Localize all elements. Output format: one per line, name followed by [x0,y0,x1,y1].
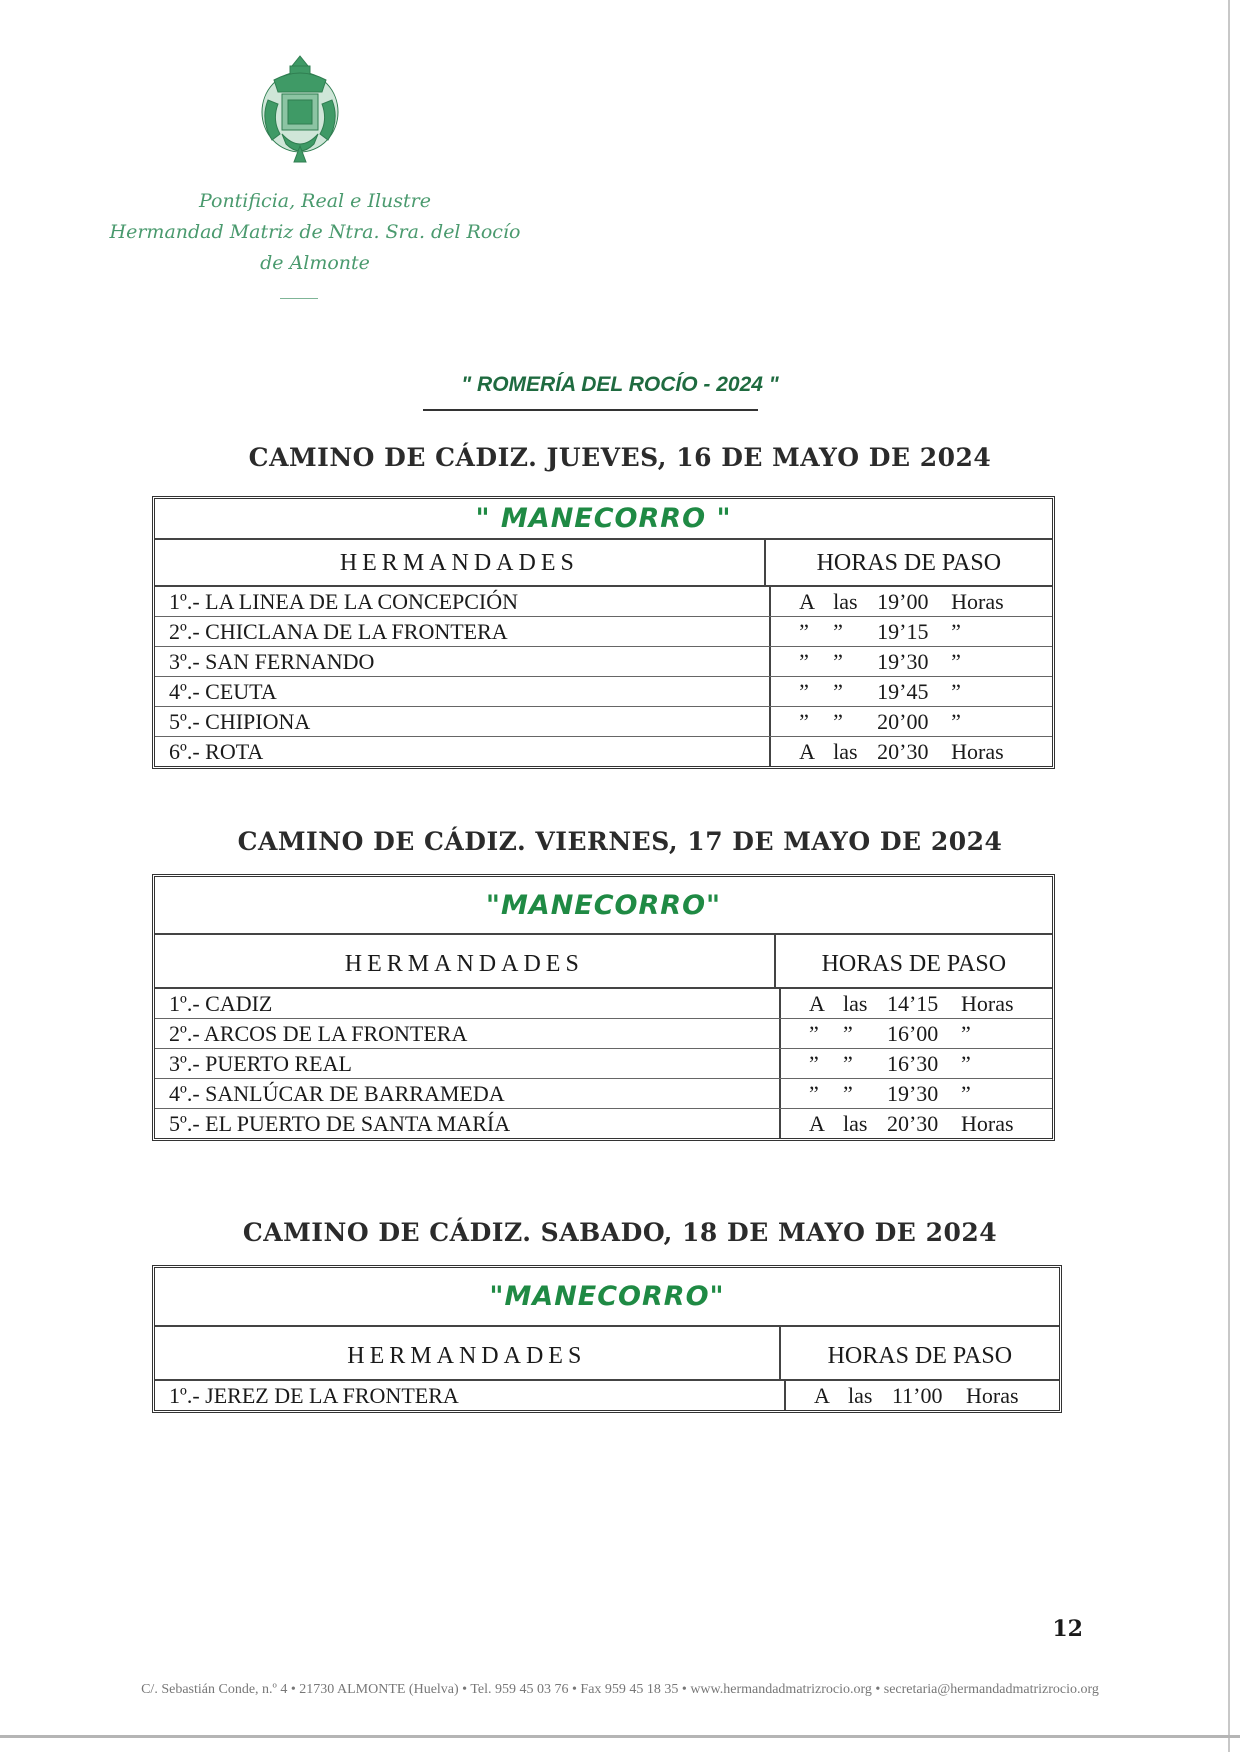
col-horas: HORAS DE PASO [774,935,1052,987]
table-header [155,540,1052,587]
table-body [155,1381,1059,1410]
page-edge-right [1228,0,1230,1752]
hora-paso: ” ” 19’30 ” [779,1079,1052,1108]
coat-of-arms-icon [254,50,346,170]
place-title: "MANECORRO" [155,1268,1059,1327]
day-title-3: CAMINO DE CÁDIZ. SABADO, 18 DE MAYO DE 2024 [242,1218,998,1247]
hermandad-name: 4º.- CEUTA [169,679,277,704]
hora-paso: A las 20’30 Horas [779,1109,1052,1138]
day-title-2: CAMINO DE CÁDIZ. VIERNES, 17 DE MAYO DE 2024 [237,827,1003,856]
hermandad-name: 1º.- CADIZ [169,991,273,1016]
heading-underline [423,409,758,411]
hermandad-name: 3º.- PUERTO REAL [169,1051,352,1076]
hora-paso: A las 20’30 Horas [769,737,1052,766]
table-header [155,1327,1059,1381]
letterhead-rule [280,298,318,299]
hora-paso: ” ” 16’30 ” [779,1049,1052,1078]
col-hermandades: HERMANDADES [339,550,579,576]
table-body [155,989,1052,1138]
table-row [155,1078,1052,1108]
table-body [155,587,1052,766]
schedule-table-1 [152,496,1055,769]
day-title-1: CAMINO DE CÁDIZ. JUEVES, 16 DE MAYO DE 2024 [248,443,992,472]
hora-paso: ” ” 16’00 ” [779,1019,1052,1048]
col-horas: HORAS DE PASO [764,540,1052,585]
hermandad-name: 4º.- SANLÚCAR DE BARRAMEDA [169,1081,505,1106]
table-row [155,1381,1059,1410]
hermandad-name: 5º.- CHIPIONA [169,709,311,734]
hora-paso: A las 14’15 Horas [779,989,1052,1018]
hermandad-name: 6º.- ROTA [169,739,264,764]
table-row [155,1108,1052,1138]
table-row [155,736,1052,766]
document-heading: " ROMERÍA DEL ROCÍO - 2024 " [461,373,779,396]
hora-paso: ” ” 20’00 ” [769,707,1052,736]
hora-paso: A las 19’00 Horas [769,587,1052,616]
hermandad-name: 1º.- JEREZ DE LA FRONTERA [169,1383,459,1408]
table-row [155,989,1052,1018]
hermandad-name: 2º.- CHICLANA DE LA FRONTERA [169,619,508,644]
hora-paso: ” ” 19’30 ” [769,647,1052,676]
hermandad-name: 1º.- LA LINEA DE LA CONCEPCIÓN [169,589,519,614]
col-horas: HORAS DE PASO [779,1327,1059,1379]
letterhead-line-3: de Almonte [260,252,370,274]
hora-paso: A las 11’00 Horas [784,1381,1059,1410]
footer-contact: C/. Sebastián Conde, n.º 4 • 21730 ALMONTE (Huelva) • Tel. 959 45 03 76 • Fax 959 45 18 35 • www.hermandadmatrizrocio.org • secretaria@hermandadmatrizrocio.org [141,1682,1099,1697]
letterhead-line-1: Pontificia, Real e Ilustre [198,190,431,212]
table-row [155,706,1052,736]
hermandad-name: 2º.- ARCOS DE LA FRONTERA [169,1021,468,1046]
hermandad-name: 5º.- EL PUERTO DE SANTA MARÍA [169,1111,511,1136]
table-row [155,587,1052,616]
table-row [155,676,1052,706]
place-title: "MANECORRO" [155,877,1052,935]
table-row [155,1048,1052,1078]
schedule-table-3 [152,1265,1062,1413]
table-row [155,646,1052,676]
letterhead [70,186,560,279]
table-row [155,616,1052,646]
page-number: 12 [1052,1616,1083,1642]
hora-paso: ” ” 19’15 ” [769,617,1052,646]
col-hermandades: HERMANDADES [347,1343,587,1369]
page-edge-bottom [0,1735,1240,1738]
letterhead-line-2: Hermandad Matriz de Ntra. Sra. del Rocío [109,221,521,243]
hora-paso: ” ” 19’45 ” [769,677,1052,706]
table-row [155,1018,1052,1048]
schedule-table-2 [152,874,1055,1141]
col-hermandades: HERMANDADES [344,951,584,977]
table-header [155,935,1052,989]
hermandad-name: 3º.- SAN FERNANDO [169,649,375,674]
place-title: " MANECORRO " [155,499,1052,540]
